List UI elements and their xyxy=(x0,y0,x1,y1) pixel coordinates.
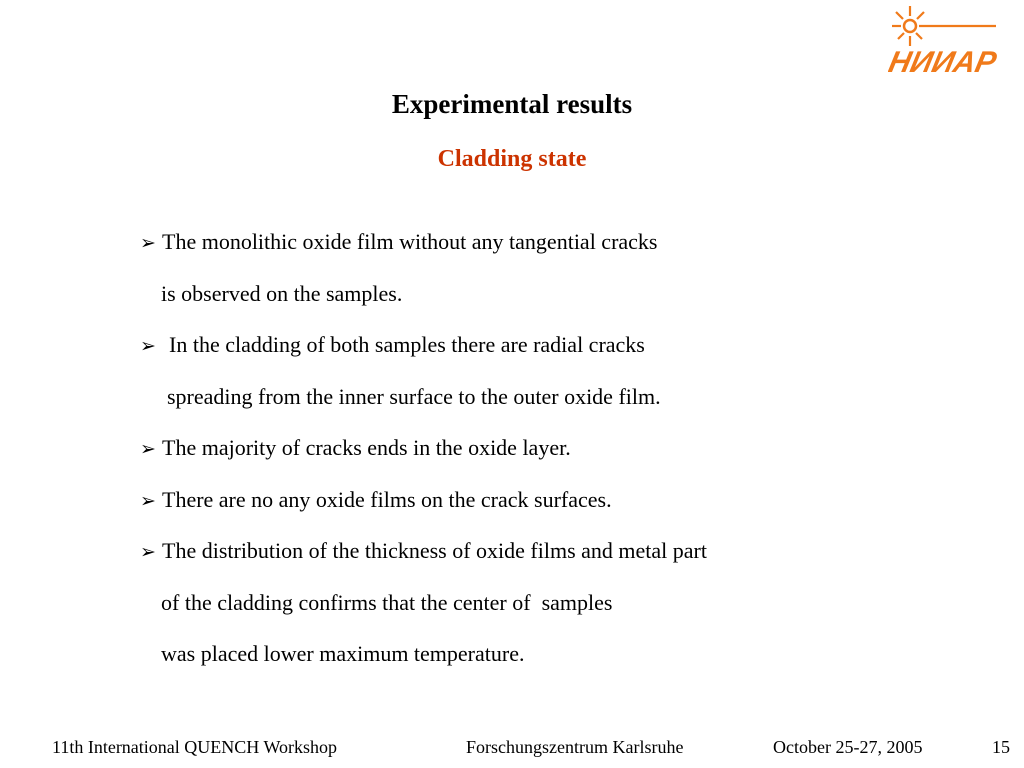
footer-page-number: 15 xyxy=(992,737,1010,757)
bullet-text-continuation: of the cladding confirms that the center of samples xyxy=(161,589,613,615)
footer-institute: Forschungszentrum Karlsruhe xyxy=(466,737,684,757)
arrow-bullet-icon: ➢ xyxy=(140,336,156,357)
bullet-text: The monolithic oxide film without any tangential cracks xyxy=(162,229,658,254)
bullet-text: There are no any oxide films on the crack surfaces. xyxy=(162,486,612,512)
bullet-text: The majority of cracks ends in the oxide layer. xyxy=(162,435,571,460)
footer-date: October 25-27, 2005 xyxy=(773,737,923,757)
bullet-text-continuation: spreading from the inner surface to the outer oxide film. xyxy=(167,383,661,409)
bullet-list xyxy=(140,216,900,680)
bullet-item xyxy=(140,319,900,371)
slide-subtitle: Cladding state xyxy=(437,146,587,172)
arrow-bullet-icon: ➢ xyxy=(140,439,156,460)
arrow-bullet-icon: ➢ xyxy=(140,233,156,254)
bullet-text: The distribution of the thickness of oxide films and metal part xyxy=(162,538,707,563)
bullet-item xyxy=(140,216,900,268)
niiar-logo xyxy=(888,2,1000,94)
slide-title: Experimental results xyxy=(391,89,633,119)
bullet-item xyxy=(140,422,900,474)
bullet-item xyxy=(140,525,900,577)
bullet-item xyxy=(140,474,900,526)
arrow-bullet-icon: ➢ xyxy=(140,490,156,512)
logo-text: НИИАР xyxy=(888,46,1000,79)
bullet-text-continuation: is observed on the samples. xyxy=(161,280,403,306)
bullet-text: In the cladding of both samples there are radial cracks xyxy=(169,332,645,357)
footer-workshop: 11th International QUENCH Workshop xyxy=(52,737,338,757)
bullet-text-continuation: was placed lower maximum temperature. xyxy=(161,641,525,666)
arrow-bullet-icon: ➢ xyxy=(140,542,156,563)
